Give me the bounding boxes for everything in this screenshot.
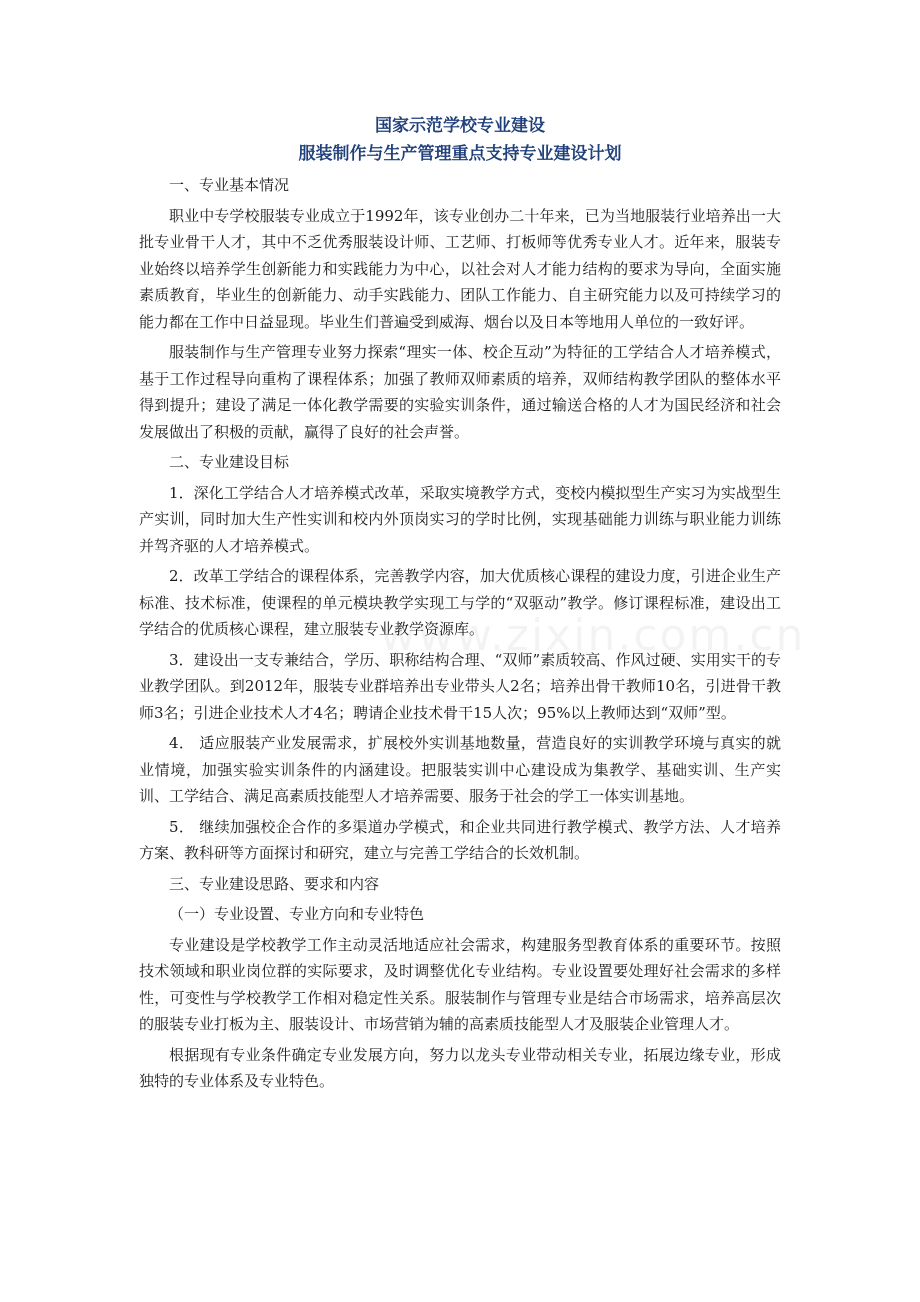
document-title: 国家示范学校专业建设 (375, 116, 545, 136)
paragraph: 专业建设是学校教学工作主动灵活地适应社会需求，构建服务型教育体系的重要环节。按照技术领域和职业岗位群的实际要求，及时调整优化专业结构。专业设置要处理好社会需求的多样性，可变性与学校教学工作相对稳定性关系。服装制作与管理专业是结合市场需求，培养高层次的服装专业打板为主、服装设计、市场营销为辅的高素质技能型人才及服装企业管理人才。 (139, 935, 781, 1033)
section-heading: 一、专业基本情况 (169, 176, 290, 194)
goal-item-2: 2．改革工学结合的课程体系，完善教学内容，加大优质核心课程的建设力度，引进企业生产标准、技术标准，使课程的单元模块教学实现工与学的“双驱动”教学。修订课程标准，建设出工学结合的优质核心课程，建立服装专业教学资源库。 (139, 567, 781, 638)
paragraph: 根据现有专业条件确定专业发展方向，努力以龙头专业带动相关专业，拓展边缘专业，形成独特的专业体系及专业特色。 (139, 1045, 781, 1090)
subsection-heading: （一）专业设置、专业方向和专业特色 (169, 905, 425, 923)
goal-item-4: 4． 适应服装产业发展需求，扩展校外实训基地数量，营造良好的实训教学环境与真实的就业情境，加强实验实训条件的内涵建设。把服装实训中心建设成为集教学、基础实训、生产实训、工学结合、满足高素质技能型人才培养需要、服务于社会的学工一体实训基地。 (139, 734, 781, 805)
paragraph: 职业中专学校服装专业成立于1992年，该专业创办二十年来，已为当地服装行业培养出一大批专业骨干人才，其中不乏优秀服装设计师、工艺师、打板师等优秀专业人才。近年来，服装专业始终以培养学生创新能力和实践能力为中心，以社会对人才能力结构的要求为导向，全面实施素质教育，毕业生的创新能力、动手实践能力、团队工作能力、自主研究能力以及可持续学习的能力都在工作中日益显现。毕业生们普遍受到威海、烟台以及日本等地用人单位的一致好评。 (139, 206, 781, 331)
goal-item-1: 1．深化工学结合人才培养模式改革，采取实境教学方式，变校内模拟型生产实习为实战型生产实训，同时加大生产性实训和校内外顶岗实习的学时比例，实现基础能力训练与职业能力训练并驾齐驱的人才培养模式。 (139, 483, 781, 555)
goal-item-3: 3．建设出一支专兼结合，学历、职称结构合理、“双师”素质较高、作风过硬、实用实干的专业教学团队。到2012年，服装专业群培养出专业带头人2名；培养出骨干教师10名，引进骨干教师3名；引进企业技术人才4名；聘请企业技术骨干15人次；95%以上教师达到“双师”型。 (139, 650, 781, 722)
goal-item-5: 5． 继续加强校企合作的多渠道办学模式，和企业共同进行教学模式、教学方法、人才培养方案、教科研等方面探讨和研究，建立与完善工学结合的长效机制。 (139, 817, 781, 862)
document-page (139, 112, 781, 1099)
section-heading: 三、专业建设思路、要求和内容 (169, 874, 380, 893)
document-subtitle: 服装制作与生产管理重点支持专业建设计划 (298, 144, 622, 164)
paragraph: 服装制作与生产管理专业努力探索“理实一体、校企互动”为特征的工学结合人才培养模式，基于工作过程导向重构了课程体系；加强了教师双师素质的培养，双师结构教学团队的整体水平得到提升；建设了满足一体化教学需要的实验实训条件，通过输送合格的人才为国民经济和社会发展做出了积极的贡献，赢得了良好的社会声誉。 (139, 343, 781, 441)
section-heading: 二、专业建设目标 (169, 453, 290, 471)
